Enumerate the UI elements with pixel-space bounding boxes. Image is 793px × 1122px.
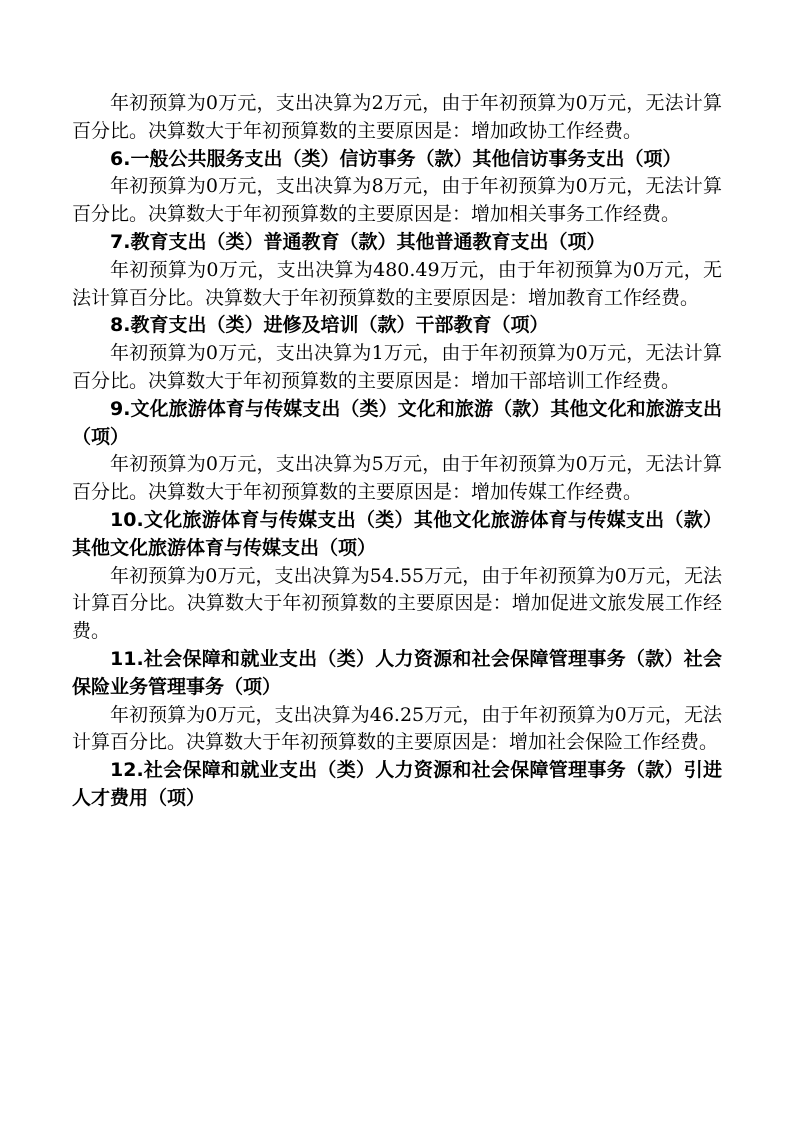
- paragraph-budget-explanation: 年初预算为0万元，支出决算为480.49万元，由于年初预算为0万元，无法计算百分比。决算数大于年初预算数的主要原因是：增加教育工作经费。: [72, 258, 722, 309]
- section-heading-12: 12.社会保障和就业支出（类）人力资源和社会保障管理事务（款）引进人才费用（项）: [72, 759, 722, 809]
- section-heading-6: 6.一般公共服务支出（类）信访事务（款）其他信访事务支出（项）: [110, 147, 682, 170]
- section-heading-9: 9.文化旅游体育与传媒支出（类）文化和旅游（款）其他文化和旅游支出（项）: [72, 397, 722, 448]
- paragraph-budget-explanation: 年初预算为0万元，支出决算为1万元，由于年初预算为0万元，无法计算百分比。决算数大于年初预算数的主要原因是：增加干部培训工作经费。: [72, 342, 722, 392]
- section-heading-7: 7.教育支出（类）普通教育（款）其他普通教育支出（项）: [110, 230, 606, 253]
- paragraph-budget-explanation: 年初预算为0万元，支出决算为5万元，由于年初预算为0万元，无法计算百分比。决算数大于年初预算数的主要原因是：增加传媒工作经费。: [72, 453, 722, 504]
- paragraph-budget-explanation: 年初预算为0万元，支出决算为2万元，由于年初预算为0万元，无法计算百分比。决算数大于年初预算数的主要原因是：增加政协工作经费。: [72, 92, 722, 142]
- paragraph-budget-explanation: 年初预算为0万元，支出决算为54.55万元，由于年初预算为0万元，无法计算百分比。决算数大于年初预算数的主要原因是：增加促进文旅发展工作经费。: [72, 564, 722, 643]
- section-heading-8: 8.教育支出（类）进修及培训（款）干部教育（项）: [110, 314, 549, 337]
- section-heading-10: 10.文化旅游体育与传媒支出（类）其他文化旅游体育与传媒支出（款）其他文化旅游体育与传媒支出（项）: [72, 508, 722, 559]
- document-page: [72, 90, 722, 813]
- paragraph-budget-explanation: 年初预算为0万元，支出决算为46.25万元，由于年初预算为0万元，无法计算百分比。决算数大于年初预算数的主要原因是：增加社会保险工作经费。: [72, 703, 722, 754]
- paragraph-budget-explanation: 年初预算为0万元，支出决算为8万元，由于年初预算为0万元，无法计算百分比。决算数大于年初预算数的主要原因是：增加相关事务工作经费。: [72, 175, 722, 226]
- section-heading-11: 11.社会保障和就业支出（类）人力资源和社会保障管理事务（款）社会保险业务管理事务（项）: [72, 647, 722, 698]
